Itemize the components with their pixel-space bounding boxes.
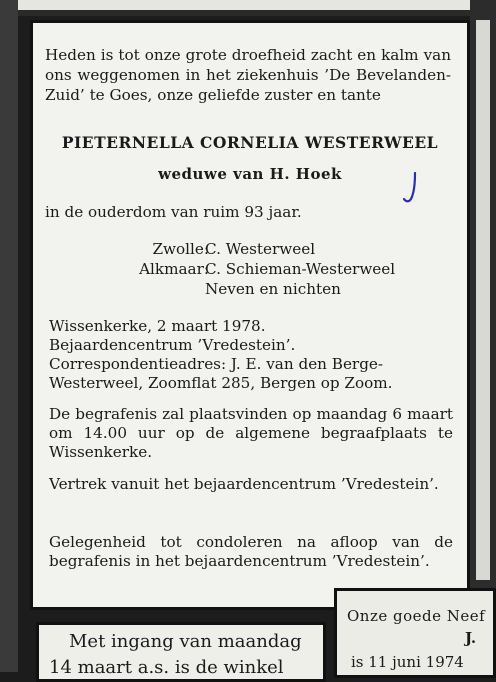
deceased-name: PIETERNELLA CORNELIA WESTERWEEL bbox=[61, 133, 439, 152]
relative-place: Zwolle: bbox=[152, 240, 209, 258]
relative-name: C. Schieman-Westerweel bbox=[205, 260, 396, 278]
relative-row bbox=[33, 279, 467, 299]
clipped-text-line: 14 maart a.s. is de winkel bbox=[49, 657, 284, 678]
correspondence-address: Correspondentieadres: J. E. van den Berge-Westerweel, Zoomflat 285, Bergen op Zoom. bbox=[49, 355, 393, 392]
relative-place: Alkmaar: bbox=[139, 260, 209, 278]
adjacent-notice-bottom-left bbox=[36, 622, 326, 682]
clipped-text-line: J. bbox=[465, 629, 477, 647]
relative-row bbox=[33, 259, 467, 279]
relative-row bbox=[33, 239, 467, 259]
place-date-line: Wissenkerke, 2 maart 1978. bbox=[49, 317, 266, 335]
age-line: in de ouderdom van ruim 93 jaar. bbox=[45, 203, 302, 221]
scan-shadow-top bbox=[0, 10, 496, 16]
clipped-text-line: Met ingang van maandag bbox=[69, 631, 302, 652]
condolence-paragraph: Gelegenheid tot condoleren na afloop van de begrafenis in het bejaardencentrum ’Vredestein’. bbox=[49, 533, 453, 570]
funeral-paragraph: De begrafenis zal plaatsvinden op maandag 6 maart om 14.00 uur op de algemene begraafplaats te Wissenkerke. bbox=[49, 405, 453, 461]
address-block bbox=[49, 317, 453, 393]
care-home-line: Bejaardencentrum ’Vredestein’. bbox=[49, 336, 296, 354]
notice-intro: Heden is tot onze grote droefheid zacht en kalm van ons weggenomen in het ziekenhuis ’De Bevelanden-Zuid’ te Goes, onze geliefde zuster en tante bbox=[45, 46, 451, 104]
clipped-text-line: Onze goede Neef bbox=[347, 607, 486, 625]
adjacent-clipping-right bbox=[476, 20, 490, 580]
relative-name: C. Westerweel bbox=[205, 240, 316, 258]
relative-name: Neven en nichten bbox=[205, 280, 341, 298]
scan-edge-left bbox=[0, 0, 18, 672]
clipped-text-line: is 11 juni 1974 bbox=[351, 653, 464, 671]
departure-paragraph: Vertrek vanuit het bejaardencentrum ’Vredestein’. bbox=[49, 475, 439, 493]
pen-check-mark-icon bbox=[401, 171, 419, 205]
adjacent-notice-bottom-right bbox=[334, 588, 496, 678]
death-notice bbox=[30, 20, 470, 610]
paper-top-edge bbox=[0, 0, 470, 10]
relatives-list bbox=[33, 239, 467, 299]
widow-of-line: weduwe van H. Hoek bbox=[158, 165, 342, 183]
